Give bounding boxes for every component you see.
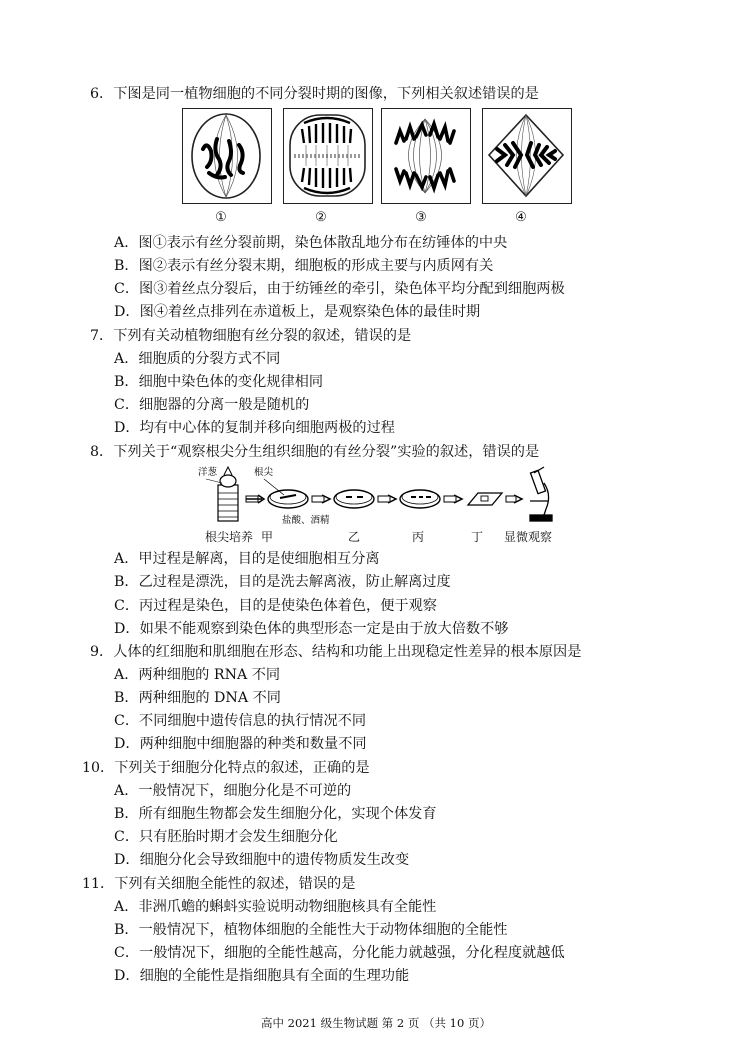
root-tip-label: 根尖 (254, 467, 274, 478)
microscope-icon (530, 467, 552, 521)
figure-label-4: ④ (515, 210, 527, 225)
q8-option-c: C．丙过程是染色，目的是使染色体着色，便于观察 (114, 598, 437, 614)
cell-image-4 (482, 108, 572, 204)
cell-image-1 (182, 108, 272, 204)
question-8-stem: 8．下列关于“观察根尖分生组织细胞的有丝分裂”实验的叙述，错误的是 (90, 444, 540, 460)
arrow-icon (312, 495, 330, 503)
step-label-ding: 丁 (471, 530, 484, 544)
q9-option-b: B．两种细胞的 DNA 不同 (114, 690, 281, 706)
figure-label-1: ① (215, 210, 227, 225)
page-footer: 高中 2021 级生物试题 第 2 页 （共 10 页） (261, 1016, 491, 1030)
dish-2-icon (334, 490, 374, 508)
step-label-observe: 显微观察 (504, 530, 553, 544)
figure-label-2: ② (315, 210, 327, 225)
question-11-stem: 11．下列有关细胞全能性的叙述，错误的是 (82, 876, 356, 892)
question-9-stem: 9．人体的红细胞和肌细胞在形态、结构和功能上出现稳定性差异的根本原因是 (90, 644, 582, 660)
telophase-cell-illustration (284, 109, 371, 202)
q6-option-b: B．图②表示有丝分裂末期，细胞板的形成主要与内质网有关 (114, 258, 494, 274)
q10-option-c: C．只有胚胎时期才会发生细胞分化 (114, 829, 338, 845)
q7-option-c: C．细胞器的分离一般是随机的 (114, 397, 310, 413)
q7-option-d: D．均有中心体的复制并移向细胞两极的过程 (114, 420, 395, 436)
question-6-stem: 6．下图是同一植物细胞的不同分裂时期的图像，下列相关叙述错误的是 (90, 86, 539, 102)
q7-option-a: A．细胞质的分裂方式不同 (114, 351, 281, 367)
q7-option-b: B．细胞中染色体的变化规律相同 (114, 374, 324, 390)
metaphase-cell-illustration (483, 109, 570, 202)
q9-option-a: A．两种细胞的 RNA 不同 (114, 667, 281, 683)
dish-3-icon (400, 490, 440, 508)
q9-option-d: D．两种细胞中细胞器的种类和数量不同 (114, 736, 367, 752)
onion-label: 洋葱 (198, 467, 218, 478)
step-label-culture: 根尖培养 (205, 530, 254, 544)
experiment-procedure-figure (196, 465, 556, 527)
q11-option-c: C．一般情况下，细胞的全能性越高，分化能力就越强，分化程度就越低 (114, 945, 565, 961)
cell-image-2 (283, 108, 373, 204)
arrow-icon (506, 495, 522, 503)
q11-option-a: A．非洲爪蟾的蝌蚪实验说明动物细胞核具有全能性 (114, 899, 437, 915)
q11-option-b: B．一般情况下，植物体细胞的全能性大于动物体细胞的全能性 (114, 922, 508, 938)
q10-option-a: A．一般情况下，细胞分化是不可逆的 (114, 783, 352, 799)
cell-image-3 (381, 108, 471, 204)
step-label-bing: 丙 (412, 530, 425, 544)
arrow-icon (444, 495, 462, 503)
q6-option-a: A．图①表示有丝分裂前期，染色体散乱地分布在纺锤体的中央 (114, 235, 508, 251)
prophase-cell-illustration (183, 109, 270, 202)
reagent-label: 盐酸、酒精 (282, 515, 330, 526)
figure-label-3: ③ (415, 210, 427, 225)
q8-option-d: D．如果不能观察到染色体的典型形态一定是由于放大倍数不够 (114, 621, 509, 637)
slide-icon (468, 493, 502, 505)
anaphase-cell-illustration (382, 109, 469, 202)
q10-option-d: D．细胞分化会导致细胞中的遗传物质发生改变 (114, 852, 410, 868)
arrow-icon (246, 495, 264, 503)
q6-option-d: D．图④着丝点排列在赤道板上，是观察染色体的最佳时期 (114, 304, 481, 320)
q8-option-a: A．甲过程是解离，目的是使细胞相互分离 (114, 551, 380, 567)
step-label-yi: 乙 (348, 530, 361, 544)
question-7-stem: 7．下列有关动植物细胞有丝分裂的叙述，错误的是 (90, 328, 412, 344)
step-label-jia: 甲 (261, 530, 274, 544)
question-10-stem: 10．下列关于细胞分化特点的叙述，正确的是 (82, 760, 370, 776)
q10-option-b: B．所有细胞生物都会发生细胞分化，实现个体发育 (114, 806, 437, 822)
q11-option-d: D．细胞的全能性是指细胞具有全面的生理功能 (114, 968, 410, 984)
arrow-icon (378, 495, 396, 503)
dish-1-icon (264, 479, 308, 508)
q8-option-b: B．乙过程是漂洗，目的是洗去解离液，防止解离过度 (114, 574, 451, 590)
q6-option-c: C．图③着丝点分裂后，由于纺锤丝的牵引，染色体平均分配到细胞两极 (114, 281, 565, 297)
q9-option-c: C．不同细胞中遗传信息的执行情况不同 (114, 713, 367, 729)
